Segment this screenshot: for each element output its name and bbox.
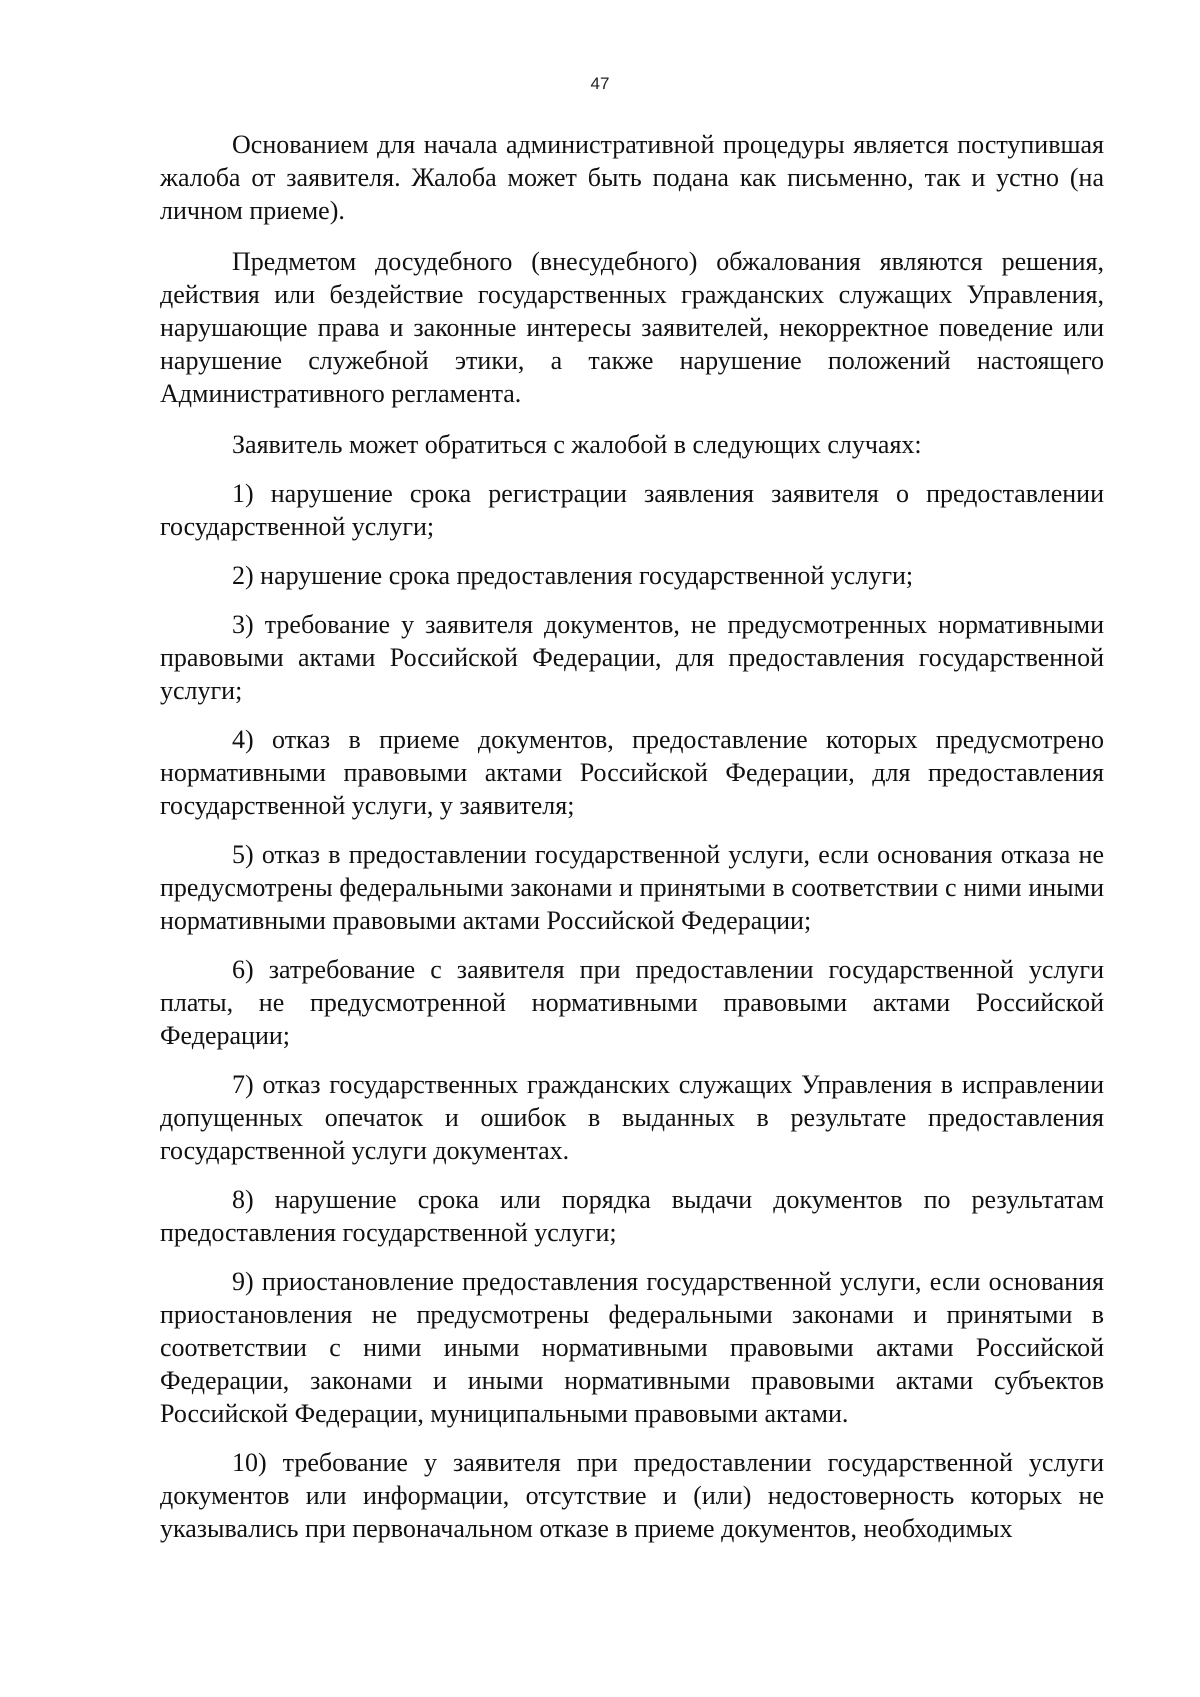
paragraph-complaint-cases-intro: Заявитель может обратиться с жалобой в следующих случаях: <box>232 430 922 459</box>
list-item-3: 3) требование у заявителя документов, не предусмотренных нормативными правовыми актами Российской Федерации, для предоставления государственной услуги; <box>160 610 1104 705</box>
list-item-9: 9) приостановление предоставления государственной услуги, если основания приостановления не предусмотрены федеральными законами и принятыми в соответствии с ними иными нормативными правовыми актами Российской Федерации, законами и иными нормативными правовыми актами субъектов Российской Федерации, муниципальными правовыми актами. <box>160 1267 1104 1428</box>
document-body <box>160 128 1104 1561</box>
page-number: 47 <box>590 74 610 93</box>
list-item-7: 7) отказ государственных гражданских служащих Управления в исправлении допущенных опечаток и ошибок в выданных в результате предоставления государственной услуги документах. <box>160 1070 1104 1165</box>
list-item-6: 6) затребование с заявителя при предоставлении государственной услуги платы, не предусмотренной нормативными правовыми актами Российской Федерации; <box>160 955 1104 1050</box>
list-item-2: 2) нарушение срока предоставления государственной услуги; <box>232 561 914 590</box>
paragraph-procedure-basis: Основанием для начала административной процедуры является поступившая жалоба от заявителя. Жалоба может быть подана как письменно, так и устно (на личном приеме). <box>160 130 1104 225</box>
list-item-10: 10) требование у заявителя при предоставлении государственной услуги документов или информации, отсутствие и (или) недостоверность которых не указывались при первоначальном отказе в приеме документов, необходимых <box>160 1448 1104 1543</box>
list-item-1: 1) нарушение срока регистрации заявления заявителя о предоставлении государственной услуги; <box>160 479 1104 541</box>
list-item-5: 5) отказ в предоставлении государственной услуги, если основания отказа не предусмотрены федеральными законами и принятыми в соответствии с ними иными нормативными правовыми актами Российской Федерации; <box>160 840 1104 935</box>
paragraph-appeal-subject: Предметом досудебного (внесудебного) обжалования являются решения, действия или бездействие государственных гражданских служащих Управления, нарушающие права и законные интересы заявителей, некорректное поведение или нарушение служебной этики, а также нарушение положений настоящего Административного регламента. <box>160 247 1104 408</box>
list-item-8: 8) нарушение срока или порядка выдачи документов по результатам предоставления государственной услуги; <box>160 1185 1104 1247</box>
list-item-4: 4) отказ в приеме документов, предоставление которых предусмотрено нормативными правовыми актами Российской Федерации, для предоставления государственной услуги, у заявителя; <box>160 725 1104 820</box>
